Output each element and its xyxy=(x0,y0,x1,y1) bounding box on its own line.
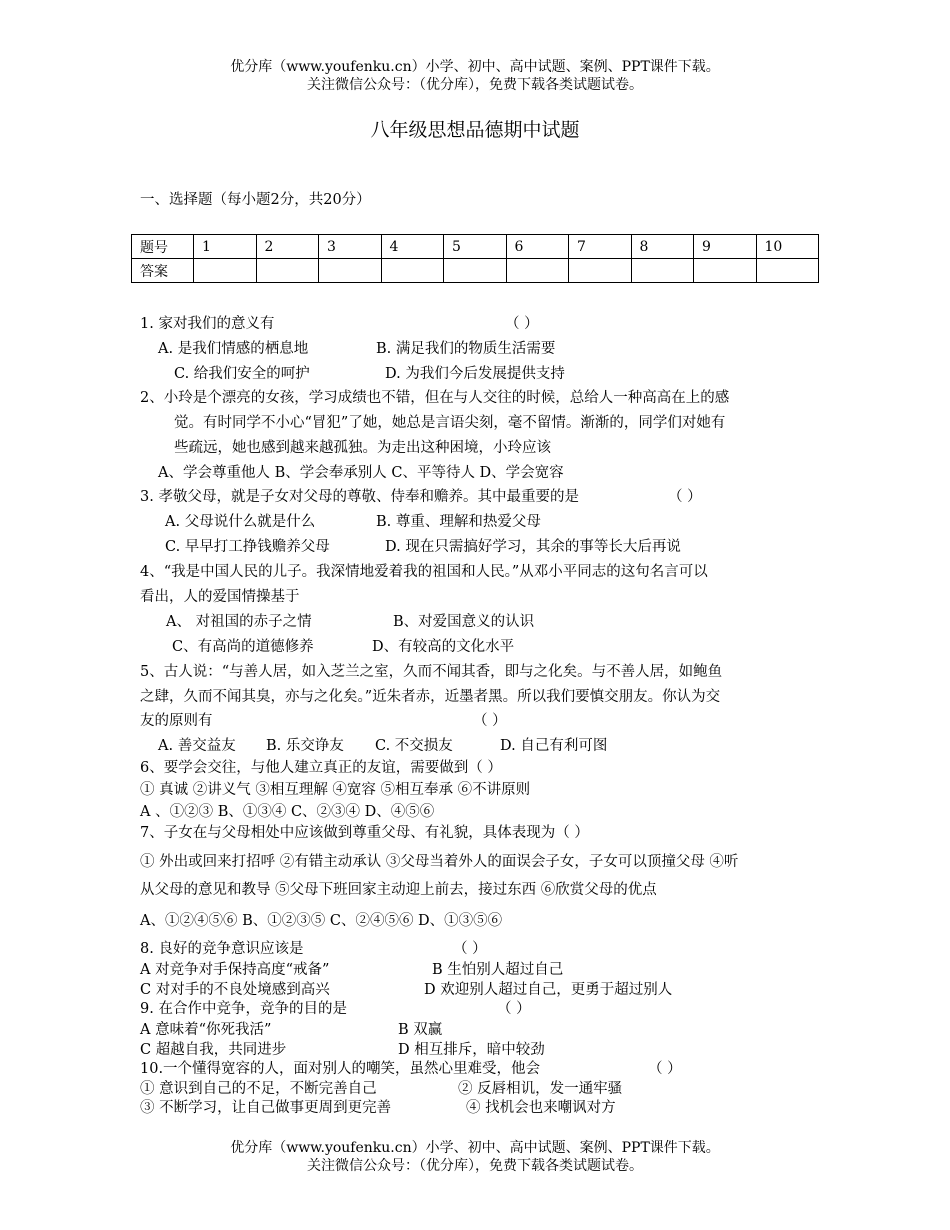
question-10-answer-paren: （ ） xyxy=(648,1061,682,1077)
section-heading: 一、选择题（每小题2分，共20分） xyxy=(140,192,371,208)
question-6-options: A 、①②③ B、①③④ C、②③④ D、④⑤⑥ xyxy=(140,804,435,820)
question-9-option-a: A 意味着“你死我活” xyxy=(140,1022,272,1038)
question-3-option-d: D. 现在只需搞好学习，其余的事等长大后再说 xyxy=(385,539,681,555)
question-3-option-c: C. 早早打工挣钱赡养父母 xyxy=(165,539,330,555)
question-5-line-3: 友的原则有 xyxy=(140,713,213,729)
footer-line-2: 关注微信公众号：（优分库），免费下载各类试题试卷。 xyxy=(307,1158,643,1174)
answer-cell[interactable] xyxy=(506,259,569,283)
question-5-answer-paren: （ ） xyxy=(473,713,507,729)
question-10-option-1: ① 意识到自己的不足，不断完善自己 xyxy=(140,1081,377,1097)
page-title: 八年级思想品德期中试题 xyxy=(370,119,580,141)
question-7-stem: 7、子女在与父母相处中应该做到尊重父母、有礼貌，具体表现为（ ） xyxy=(140,825,589,841)
question-4-option-b: B、对爱国意义的认识 xyxy=(393,614,535,630)
question-8-option-d: D 欢迎别人超过自己，更勇于超过别人 xyxy=(424,982,673,998)
question-6-stem: 6、要学会交往，与他人建立真正的友谊，需要做到（ ） xyxy=(140,760,502,776)
question-9-stem: 9. 在合作中竞争，竞争的目的是 xyxy=(140,1001,347,1017)
question-4-line-2: 看出，人的爱国情操基于 xyxy=(140,589,300,605)
question-9-option-b: B 双赢 xyxy=(398,1022,443,1038)
question-4-option-a: A、 对祖国的赤子之情 xyxy=(166,614,312,630)
footer-line-1: 优分库（www.youfenku.cn）小学、初中、高中试题、案例、PPT课件下载。 xyxy=(230,1140,720,1156)
table-cell-number: 10 xyxy=(756,235,819,259)
question-3-answer-paren: （ ） xyxy=(668,489,702,505)
answer-cell[interactable] xyxy=(256,259,319,283)
question-5-line-1: 5、古人说：“与善人居，如入芝兰之室，久而不闻其香，即与之化矣。与不善人居，如鲍鱼 xyxy=(140,664,723,680)
table-cell-number: 9 xyxy=(694,235,757,259)
table-cell-number: 6 xyxy=(506,235,569,259)
answer-cell[interactable] xyxy=(756,259,819,283)
answer-cell[interactable] xyxy=(569,259,632,283)
question-9-answer-paren: （ ） xyxy=(497,1001,531,1017)
question-7-line-2: 从父母的意见和教导 ⑤父母下班回家主动迎上前去，接过东西 ⑥欣赏父母的优点 xyxy=(140,882,657,898)
question-1-answer-paren: （ ） xyxy=(505,316,539,332)
question-8-option-c: C 对对手的不良处境感到高兴 xyxy=(140,982,330,998)
question-10-option-2: ② 反唇相讥，发一通牢骚 xyxy=(458,1081,623,1097)
table-cell-label: 题号 xyxy=(132,235,194,259)
answer-cell[interactable] xyxy=(694,259,757,283)
question-5-option-a: A. 善交益友 xyxy=(158,738,236,754)
table-row xyxy=(132,235,819,259)
question-9-option-c: C 超越自我，共同进步 xyxy=(140,1042,287,1058)
table-cell-number: 4 xyxy=(381,235,444,259)
table-row xyxy=(132,259,819,283)
question-10-stem: 10.一个懂得宽容的人，面对别人的嘲笑，虽然心里难受，他会 xyxy=(140,1061,541,1077)
question-5-option-b: B. 乐交诤友 xyxy=(266,738,344,754)
question-8-answer-paren: （ ） xyxy=(453,941,487,957)
table-cell-number: 2 xyxy=(256,235,319,259)
answer-cell[interactable] xyxy=(631,259,694,283)
question-5-option-c: C. 不交损友 xyxy=(375,738,453,754)
question-8-option-a: A 对竞争对手保持高度“戒备” xyxy=(140,962,330,978)
header-line-2: 关注微信公众号：（优分库），免费下载各类试题试卷。 xyxy=(307,77,643,93)
answer-table xyxy=(131,234,819,283)
question-2-line-1: 2、小玲是个漂亮的女孩，学习成绩也不错，但在与人交往的时候，总给人一种高高在上的感 xyxy=(140,390,730,406)
question-5-line-2: 之肆，久而不闻其臭，亦与之化矣。”近朱者赤，近墨者黑。所以我们要慎交朋友。你认为交 xyxy=(140,689,721,705)
answer-cell[interactable] xyxy=(381,259,444,283)
table-cell-number: 3 xyxy=(319,235,382,259)
question-9-option-d: D 相互排斥，暗中较劲 xyxy=(398,1042,545,1058)
question-4-option-c: C、有高尚的道德修养 xyxy=(172,639,314,655)
question-7-options: A、①②④⑤⑥ B、①②③⑤ C、②④⑤⑥ D、①③⑤⑥ xyxy=(140,913,503,929)
question-6-items: ① 真诚 ②讲义气 ③相互理解 ④宽容 ⑤相互奉承 ⑥不讲原则 xyxy=(140,782,531,798)
question-10-option-3: ③ 不断学习，让自己做事更周到更完善 xyxy=(140,1100,392,1116)
question-1-option-a: A. 是我们情感的栖息地 xyxy=(158,341,309,357)
header-line-1: 优分库（www.youfenku.cn）小学、初中、高中试题、案例、PPT课件下载。 xyxy=(230,59,720,75)
question-2-line-2: 觉。有时同学不小心“冒犯”了她，她总是言语尖刻，毫不留情。渐渐的，同学们对她有 xyxy=(174,415,726,431)
table-cell-number: 7 xyxy=(569,235,632,259)
question-5-option-d: D. 自己有利可图 xyxy=(500,738,608,754)
question-1-option-b: B. 满足我们的物质生活需要 xyxy=(376,341,556,357)
question-10-option-4: ④ 找机会也来嘲讽对方 xyxy=(466,1100,616,1116)
question-8-stem: 8. 良好的竞争意识应该是 xyxy=(140,941,304,957)
table-cell-label: 答案 xyxy=(132,259,194,283)
question-3-option-a: A. 父母说什么就是什么 xyxy=(165,514,316,530)
answer-cell[interactable] xyxy=(444,259,507,283)
question-2-line-3: 些疏远，她也感到越来越孤独。为走出这种困境，小玲应该 xyxy=(174,440,551,456)
question-1-option-c: C. 给我们安全的呵护 xyxy=(174,366,310,382)
question-4-option-d: D、有较高的文化水平 xyxy=(372,639,515,655)
question-3-option-b: B. 尊重、理解和热爱父母 xyxy=(376,514,541,530)
question-3-stem: 3. 孝敬父母，就是子女对父母的尊敬、侍奉和赡养。其中最重要的是 xyxy=(140,489,579,505)
answer-cell[interactable] xyxy=(319,259,382,283)
question-1-option-d: D. 为我们今后发展提供支持 xyxy=(385,366,565,382)
answer-cell[interactable] xyxy=(194,259,257,283)
question-4-line-1: 4、“我是中国人民的儿子。我深情地爱着我的祖国和人民。”从邓小平同志的这句名言可以 xyxy=(140,564,708,580)
table-cell-number: 8 xyxy=(631,235,694,259)
table-cell-number: 5 xyxy=(444,235,507,259)
question-7-line-1: ① 外出或回来打招呼 ②有错主动承认 ③父母当着外人的面误会子女，子女可以顶撞父母 ④听 xyxy=(140,854,739,870)
question-2-options: A、学会尊重他人 B、学会奉承别人 C、平等待人 D、学会宽容 xyxy=(158,465,564,481)
question-8-option-b: B 生怕别人超过自己 xyxy=(432,962,564,978)
table-cell-number: 1 xyxy=(194,235,257,259)
question-1-stem: 1. 家对我们的意义有 xyxy=(140,316,275,332)
